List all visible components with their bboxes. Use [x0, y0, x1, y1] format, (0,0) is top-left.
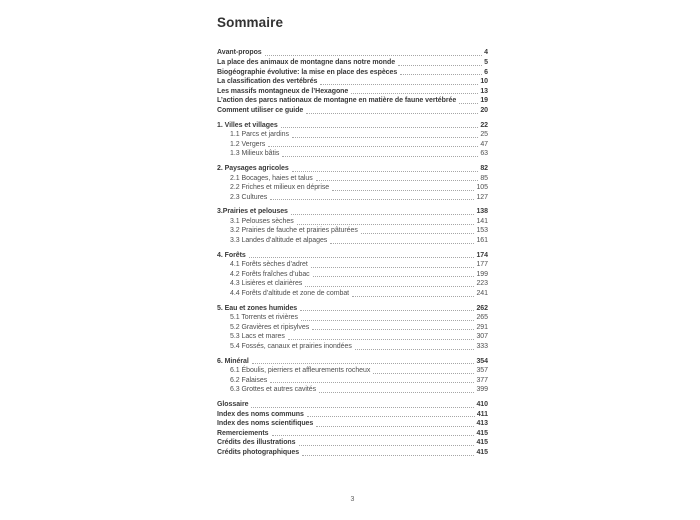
dotted-leader	[268, 146, 478, 147]
toc-entry	[217, 366, 488, 376]
page-number: 3	[350, 496, 355, 503]
toc-entry-page: 177	[476, 261, 488, 269]
toc-entry-page: 161	[476, 237, 488, 245]
toc-entry-page: 82	[480, 164, 488, 172]
toc-entry-label: 4.3 Lisières et clairières	[230, 280, 303, 288]
toc-page	[217, 15, 488, 457]
toc-entry-label: Avant-propos	[217, 49, 262, 57]
toc-entry-page: 415	[476, 429, 488, 437]
dotted-leader	[281, 127, 479, 128]
toc-entry-label: Index des noms communs	[217, 410, 304, 418]
toc-entry-label: 1.1 Parcs et jardins	[230, 131, 289, 139]
toc-group	[217, 120, 488, 158]
toc-group	[217, 303, 488, 351]
toc-entry-page: 199	[476, 270, 488, 278]
dotted-leader	[400, 74, 482, 75]
toc-entry-page: 141	[476, 217, 488, 225]
toc-entry-page: 5	[484, 58, 488, 66]
dotted-leader	[299, 445, 475, 446]
toc-entry	[217, 130, 488, 140]
toc-entry-page: 357	[476, 367, 488, 375]
toc-entry-page: 413	[476, 420, 488, 428]
toc-entry-label: Remerciements	[217, 429, 269, 437]
toc-entry	[217, 269, 488, 279]
dotted-leader	[307, 416, 475, 417]
toc-group	[217, 356, 488, 394]
toc-group	[217, 164, 488, 202]
toc-entry	[217, 226, 488, 236]
toc-entry-label: 1. Villes et villages	[217, 121, 278, 129]
toc-entry-label: 3.3 Landes d’altitude et alpages	[230, 237, 328, 245]
toc-entry-label: 5.1 Torrents et rivières	[230, 314, 298, 322]
toc-entry-page: 19	[480, 97, 488, 105]
toc-entry-label: L’action des parcs nationaux de montagne en matière de faune vertébrée	[217, 97, 457, 105]
toc-entry-page: 333	[476, 343, 488, 351]
dotted-leader	[251, 407, 474, 408]
toc-entry-label: Biogéographie évolutive: la mise en place des espèces	[217, 68, 398, 76]
toc-entry-page: 265	[476, 314, 488, 322]
dotted-leader	[270, 382, 474, 383]
toc-entry-page: 262	[476, 304, 488, 312]
toc-entry	[217, 236, 488, 246]
toc-entry-label: Les massifs montagneux de l’Hexagone	[217, 87, 349, 95]
toc-entry-label: 1.2 Vergers	[230, 140, 266, 148]
toc-entry-label: Comment utiliser ce guide	[217, 106, 304, 114]
dotted-leader	[352, 296, 474, 297]
toc-entry-label: 6.2 Falaises	[230, 376, 268, 384]
dotted-leader	[270, 199, 474, 200]
toc-entry-page: 241	[476, 290, 488, 298]
toc-entry	[217, 279, 488, 289]
toc-entry-page: 410	[476, 400, 488, 408]
dotted-leader	[459, 103, 478, 104]
toc-entry-page: 4	[484, 49, 488, 57]
toc-entry-page: 47	[480, 140, 488, 148]
dotted-leader	[300, 310, 474, 311]
toc-entry-label: 6.3 Grottes et autres cavités	[230, 386, 317, 394]
dotted-leader	[316, 426, 474, 427]
toc-entry	[217, 385, 488, 395]
toc-entry-label: 2.1 Bocages, haies et talus	[230, 174, 313, 182]
dotted-leader	[373, 373, 474, 374]
toc-entry-page: 10	[480, 78, 488, 86]
toc-entry-label: 6. Minéral	[217, 357, 249, 365]
toc-entry	[217, 303, 488, 313]
toc-entry-page: 307	[476, 333, 488, 341]
toc-entry-label: 5.3 Lacs et mares	[230, 333, 285, 341]
toc-entry	[217, 120, 488, 130]
dotted-leader	[355, 349, 475, 350]
toc-entry-label: 2.2 Friches et milieux en déprise	[230, 184, 330, 192]
toc-entry-page: 127	[476, 193, 488, 201]
toc-entry-page: 13	[480, 87, 488, 95]
toc-entry	[217, 438, 488, 448]
dotted-leader	[265, 55, 483, 56]
toc-entry-label: Crédits des illustrations	[217, 439, 296, 447]
toc-entry	[217, 48, 488, 58]
dotted-leader	[311, 267, 475, 268]
toc-entry	[217, 260, 488, 270]
dotted-leader	[292, 171, 479, 172]
dotted-leader	[398, 65, 482, 66]
toc-entry-label: 3.2 Prairies de fauche et prairies pâturées	[230, 227, 358, 235]
toc-entry	[217, 96, 488, 106]
toc-entry	[217, 419, 488, 429]
toc-entry-label: 2.3 Cultures	[230, 193, 268, 201]
toc-entry-page: 415	[476, 448, 488, 456]
toc-entry-label: 4. Forêts	[217, 251, 246, 259]
dotted-leader	[272, 435, 475, 436]
dotted-leader	[291, 214, 475, 215]
toc-entry	[217, 250, 488, 260]
dotted-leader	[316, 180, 479, 181]
toc-entry	[217, 428, 488, 438]
dotted-leader	[301, 320, 475, 321]
dotted-leader	[302, 455, 474, 456]
toc-entry-page: 415	[476, 439, 488, 447]
toc-entry-page: 411	[476, 410, 488, 418]
toc-entry-label: 4.2 Forêts fraîches d’ubac	[230, 270, 310, 278]
toc-entry-label: 1.3 Milieux bâtis	[230, 150, 280, 158]
toc-entry-label: 4.1 Forêts sèches d’adret	[230, 261, 308, 269]
toc-entry	[217, 139, 488, 149]
toc-entry-page: 377	[476, 376, 488, 384]
toc-entry-page: 85	[480, 174, 488, 182]
toc-entry-label: La classification des vertébrés	[217, 78, 318, 86]
toc-entry	[217, 183, 488, 193]
toc-entry	[217, 342, 488, 352]
dotted-leader	[330, 243, 474, 244]
dotted-leader	[320, 84, 478, 85]
toc-entry-label: 5.4 Fossés, canaux et prairies inondées	[230, 343, 352, 351]
toc-entry-label: Glossaire	[217, 400, 249, 408]
toc-group	[217, 250, 488, 298]
toc-entry	[217, 448, 488, 458]
toc-entry-page: 22	[480, 121, 488, 129]
toc-entry	[217, 289, 488, 299]
toc-entry	[217, 86, 488, 96]
dotted-leader	[297, 224, 475, 225]
toc-entry	[217, 173, 488, 183]
toc-entry	[217, 106, 488, 116]
toc-entry	[217, 58, 488, 68]
dotted-leader	[249, 257, 475, 258]
toc-list	[217, 48, 488, 457]
dotted-leader	[312, 329, 474, 330]
dotted-leader	[292, 137, 478, 138]
toc-entry-label: Crédits photographiques	[217, 448, 300, 456]
toc-entry-page: 20	[480, 106, 488, 114]
toc-group	[217, 400, 488, 458]
toc-entry-page: 354	[476, 357, 488, 365]
toc-entry-page: 138	[476, 208, 488, 216]
toc-entry-page: 25	[480, 131, 488, 139]
toc-entry-label: Index des noms scientifiques	[217, 420, 314, 428]
dotted-leader	[282, 156, 478, 157]
toc-entry-page: 174	[476, 251, 488, 259]
dotted-leader	[305, 286, 474, 287]
toc-entry	[217, 400, 488, 410]
toc-entry-page: 399	[476, 386, 488, 394]
toc-entry-label: 3.1 Pelouses sèches	[230, 217, 294, 225]
toc-entry-page: 153	[476, 227, 488, 235]
toc-entry-label: 5. Eau et zones humides	[217, 304, 298, 312]
toc-entry-page: 6	[484, 68, 488, 76]
toc-entry	[217, 332, 488, 342]
toc-entry	[217, 207, 488, 217]
toc-entry-label: 3.Prairies et pelouses	[217, 208, 288, 216]
toc-group	[217, 207, 488, 245]
toc-entry	[217, 149, 488, 159]
page-title: Sommaire	[217, 15, 284, 30]
toc-entry-page: 223	[476, 280, 488, 288]
dotted-leader	[319, 392, 474, 393]
dotted-leader	[332, 190, 474, 191]
toc-entry	[217, 192, 488, 202]
toc-entry	[217, 164, 488, 174]
toc-entry	[217, 375, 488, 385]
toc-entry-label: 6.1 Éboulis, pierriers et affleurements rocheux	[230, 367, 371, 375]
toc-entry	[217, 313, 488, 323]
dotted-leader	[361, 233, 475, 234]
toc-entry-label: 5.2 Gravières et ripisylves	[230, 323, 310, 331]
toc-entry-page: 63	[480, 150, 488, 158]
dotted-leader	[313, 276, 475, 277]
dotted-leader	[288, 339, 475, 340]
dotted-leader	[252, 363, 475, 364]
toc-entry	[217, 322, 488, 332]
dotted-leader	[351, 93, 478, 94]
toc-entry-page: 291	[476, 323, 488, 331]
toc-entry-page: 105	[476, 184, 488, 192]
dotted-leader	[306, 113, 478, 114]
toc-entry-label: 4.4 Forêts d’altitude et zone de combat	[230, 290, 350, 298]
toc-entry-label: La place des animaux de montagne dans notre monde	[217, 58, 396, 66]
toc-entry	[217, 77, 488, 87]
toc-entry-label: 2. Paysages agricoles	[217, 164, 289, 172]
toc-entry	[217, 217, 488, 227]
toc-group	[217, 48, 488, 115]
toc-entry	[217, 67, 488, 77]
toc-entry	[217, 356, 488, 366]
toc-entry	[217, 409, 488, 419]
